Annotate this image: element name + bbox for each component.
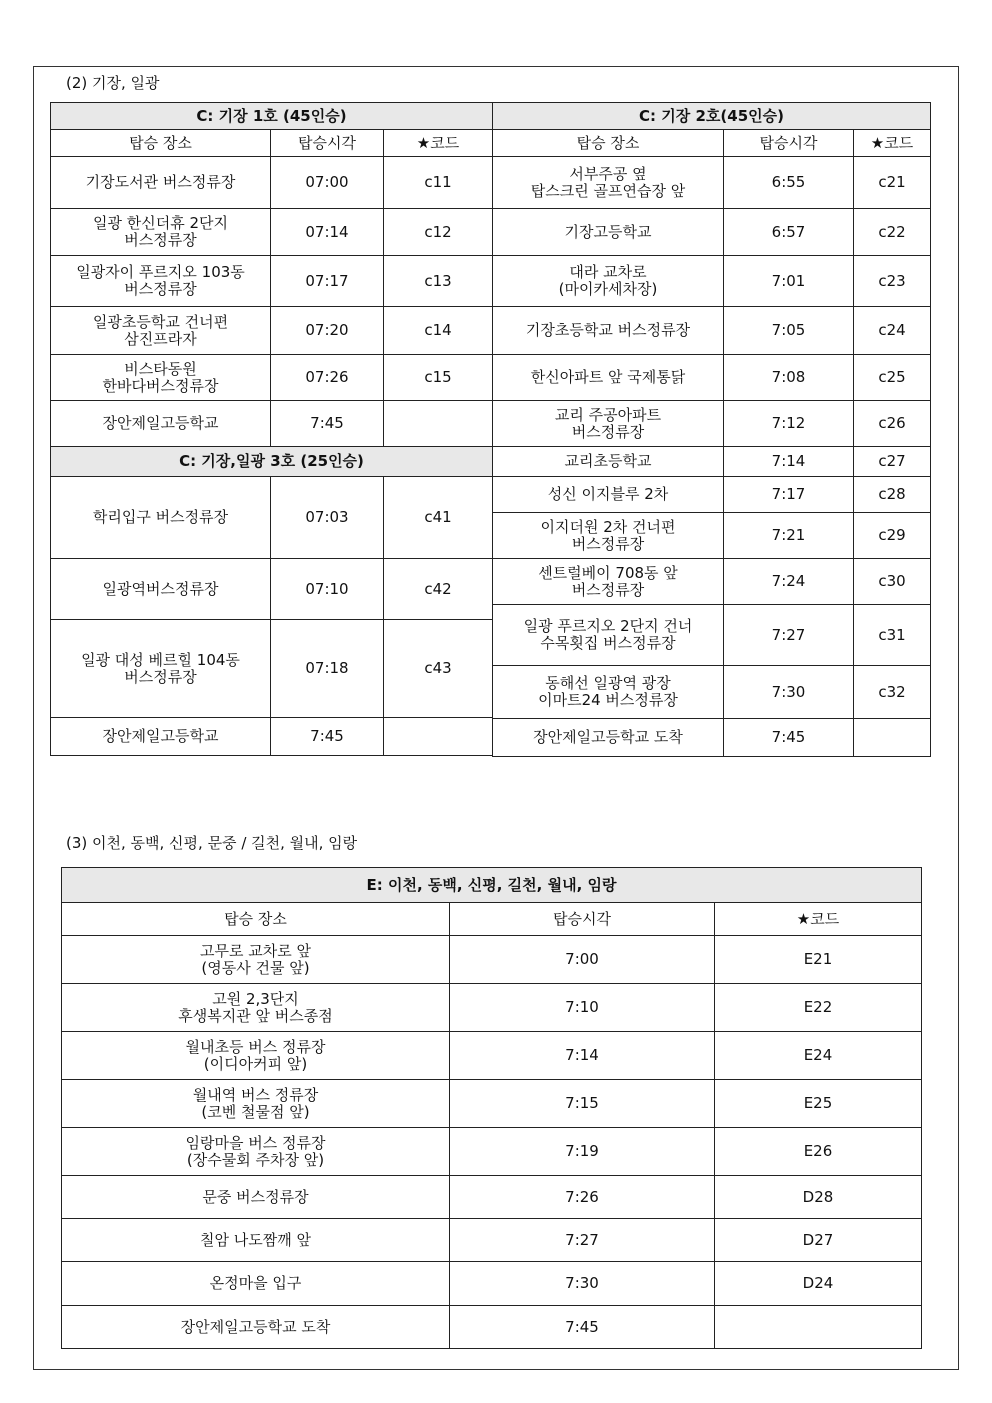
place-cell: 고원 2,3단지 후생복지관 앞 버스종점 [62, 984, 450, 1032]
code-cell: D28 [715, 1176, 922, 1219]
table-row [51, 307, 493, 355]
place-cell: 기장고등학교 [493, 209, 724, 256]
table-row [62, 1262, 922, 1306]
header-place: 탑승 장소 [51, 130, 271, 157]
table-row [62, 1080, 922, 1128]
code-cell: c13 [384, 256, 493, 307]
section2-title: (2) 기장, 일광 [66, 74, 160, 92]
table-row [493, 307, 931, 355]
table-row [62, 1032, 922, 1080]
code-cell: c12 [384, 209, 493, 256]
header-code: ★코드 [384, 130, 493, 157]
code-cell: c26 [854, 401, 931, 447]
place-cell: 이지더원 2차 건너편 버스정류장 [493, 513, 724, 559]
time-cell: 6:55 [724, 157, 854, 209]
code-cell: c23 [854, 256, 931, 307]
time-cell: 07:14 [271, 209, 384, 256]
code-cell: E26 [715, 1128, 922, 1176]
table-row [62, 984, 922, 1032]
code-cell [854, 719, 931, 757]
time-cell: 7:21 [724, 513, 854, 559]
table-row [493, 513, 931, 559]
place-cell: 기장도서관 버스정류장 [51, 157, 271, 209]
table-row [493, 447, 931, 477]
place-cell: 일광자이 푸르지오 103동 버스정류장 [51, 256, 271, 307]
place-cell: 학리입구 버스정류장 [51, 477, 271, 559]
table-row [493, 477, 931, 513]
place-cell: 기장초등학교 버스정류장 [493, 307, 724, 355]
code-cell: c22 [854, 209, 931, 256]
code-cell: E22 [715, 984, 922, 1032]
table-row [493, 355, 931, 401]
table-row [51, 401, 493, 447]
code-cell: D27 [715, 1219, 922, 1262]
time-cell: 07:26 [271, 355, 384, 401]
time-cell: 7:19 [450, 1128, 715, 1176]
code-cell [384, 401, 493, 447]
table-row [62, 936, 922, 984]
time-cell: 7:01 [724, 256, 854, 307]
table-row [51, 355, 493, 401]
place-cell: 센트럴베이 708동 앞 버스정류장 [493, 559, 724, 605]
time-cell: 7:27 [724, 605, 854, 666]
code-cell: c31 [854, 605, 931, 666]
place-cell: 장안제일고등학교 도착 [493, 719, 724, 757]
place-cell: 장안제일고등학교 [51, 718, 271, 756]
code-cell [384, 718, 493, 756]
header-time: 탑승시각 [271, 130, 384, 157]
place-cell: 서부주공 옆 탑스크린 골프연습장 앞 [493, 157, 724, 209]
code-cell: c28 [854, 477, 931, 513]
header-place: 탑승 장소 [62, 903, 450, 936]
header-place: 탑승 장소 [493, 130, 724, 157]
place-cell: 월내역 버스 정류장 (코벤 철물점 앞) [62, 1080, 450, 1128]
time-cell: 7:45 [724, 719, 854, 757]
code-cell: E25 [715, 1080, 922, 1128]
place-cell: 한신아파트 앞 국제통닭 [493, 355, 724, 401]
time-cell: 07:03 [271, 477, 384, 559]
time-cell: 07:20 [271, 307, 384, 355]
header-code: ★코드 [854, 130, 931, 157]
bus3-title: C: 기장,일광 3호 (25인승) [51, 447, 493, 477]
place-cell: 일광 한신더휴 2단지 버스정류장 [51, 209, 271, 256]
place-cell: 문중 버스정류장 [62, 1176, 450, 1219]
e-table-title: E: 이천, 동백, 신평, 길천, 월내, 임랑 [62, 868, 922, 903]
place-cell: 교리 주공아파트 버스정류장 [493, 401, 724, 447]
section3-title: (3) 이천, 동백, 신평, 문중 / 길천, 월내, 임랑 [66, 834, 358, 852]
time-cell: 7:45 [450, 1306, 715, 1349]
time-cell: 7:24 [724, 559, 854, 605]
code-cell: c27 [854, 447, 931, 477]
code-cell: c29 [854, 513, 931, 559]
table-row [51, 209, 493, 256]
table-row [51, 157, 493, 209]
place-cell: 동해선 일광역 광장 이마트24 버스정류장 [493, 666, 724, 719]
code-cell: c15 [384, 355, 493, 401]
e-schedule-table [61, 867, 922, 1349]
place-cell: 일광초등학교 건너편 삼진프라자 [51, 307, 271, 355]
code-cell: c30 [854, 559, 931, 605]
table-row [62, 1176, 922, 1219]
place-cell: 일광역버스정류장 [51, 559, 271, 620]
time-cell: 6:57 [724, 209, 854, 256]
time-cell: 7:00 [450, 936, 715, 984]
left-schedule-table [50, 102, 493, 756]
table-row [493, 209, 931, 256]
time-cell: 7:27 [450, 1219, 715, 1262]
place-cell: 대라 교차로 (마이카세차장) [493, 256, 724, 307]
time-cell: 7:08 [724, 355, 854, 401]
code-cell: D24 [715, 1262, 922, 1306]
code-cell: c14 [384, 307, 493, 355]
header-code: ★코드 [715, 903, 922, 936]
table-row [51, 559, 493, 620]
time-cell: 7:14 [724, 447, 854, 477]
table-row [51, 620, 493, 718]
table-row [493, 666, 931, 719]
table-row [493, 605, 931, 666]
place-cell: 장안제일고등학교 [51, 401, 271, 447]
time-cell: 7:45 [271, 718, 384, 756]
place-cell: 고무로 교차로 앞 (영동사 건물 앞) [62, 936, 450, 984]
code-cell: E21 [715, 936, 922, 984]
place-cell: 성신 이지블루 2차 [493, 477, 724, 513]
code-cell: c42 [384, 559, 493, 620]
place-cell: 일광 푸르지오 2단지 건너 수목횟집 버스정류장 [493, 605, 724, 666]
table-row [62, 1306, 922, 1349]
place-cell: 교리초등학교 [493, 447, 724, 477]
bus1-title: C: 기장 1호 (45인승) [51, 103, 493, 130]
time-cell: 07:00 [271, 157, 384, 209]
time-cell: 7:30 [450, 1262, 715, 1306]
place-cell: 임랑마을 버스 정류장 (장수물회 주차장 앞) [62, 1128, 450, 1176]
time-cell: 07:10 [271, 559, 384, 620]
time-cell: 7:45 [271, 401, 384, 447]
place-cell: 월내초등 버스 정류장 (이디아커피 앞) [62, 1032, 450, 1080]
time-cell: 7:10 [450, 984, 715, 1032]
table-row [493, 559, 931, 605]
code-cell: E24 [715, 1032, 922, 1080]
right-schedule-table [492, 102, 931, 757]
time-cell: 7:30 [724, 666, 854, 719]
code-cell: c24 [854, 307, 931, 355]
table-row [493, 719, 931, 757]
code-cell: c32 [854, 666, 931, 719]
table-row [493, 157, 931, 209]
time-cell: 7:12 [724, 401, 854, 447]
table-row [51, 718, 493, 756]
table-row [62, 1128, 922, 1176]
table-row [493, 401, 931, 447]
time-cell: 7:26 [450, 1176, 715, 1219]
place-cell: 칠암 나도짬깨 앞 [62, 1219, 450, 1262]
code-cell: c25 [854, 355, 931, 401]
time-cell: 7:05 [724, 307, 854, 355]
code-cell [715, 1306, 922, 1349]
header-time: 탑승시각 [450, 903, 715, 936]
place-cell: 일광 대성 베르힐 104동 버스정류장 [51, 620, 271, 718]
code-cell: c41 [384, 477, 493, 559]
header-time: 탑승시각 [724, 130, 854, 157]
time-cell: 7:15 [450, 1080, 715, 1128]
code-cell: c43 [384, 620, 493, 718]
place-cell: 온정마을 입구 [62, 1262, 450, 1306]
time-cell: 07:18 [271, 620, 384, 718]
table-row [493, 256, 931, 307]
code-cell: c11 [384, 157, 493, 209]
time-cell: 7:14 [450, 1032, 715, 1080]
table-row [62, 1219, 922, 1262]
place-cell: 비스타동원 한바다버스정류장 [51, 355, 271, 401]
code-cell: c21 [854, 157, 931, 209]
bus2-title: C: 기장 2호(45인승) [493, 103, 931, 130]
table-row [51, 477, 493, 559]
time-cell: 7:17 [724, 477, 854, 513]
time-cell: 07:17 [271, 256, 384, 307]
place-cell: 장안제일고등학교 도착 [62, 1306, 450, 1349]
table-row [51, 256, 493, 307]
